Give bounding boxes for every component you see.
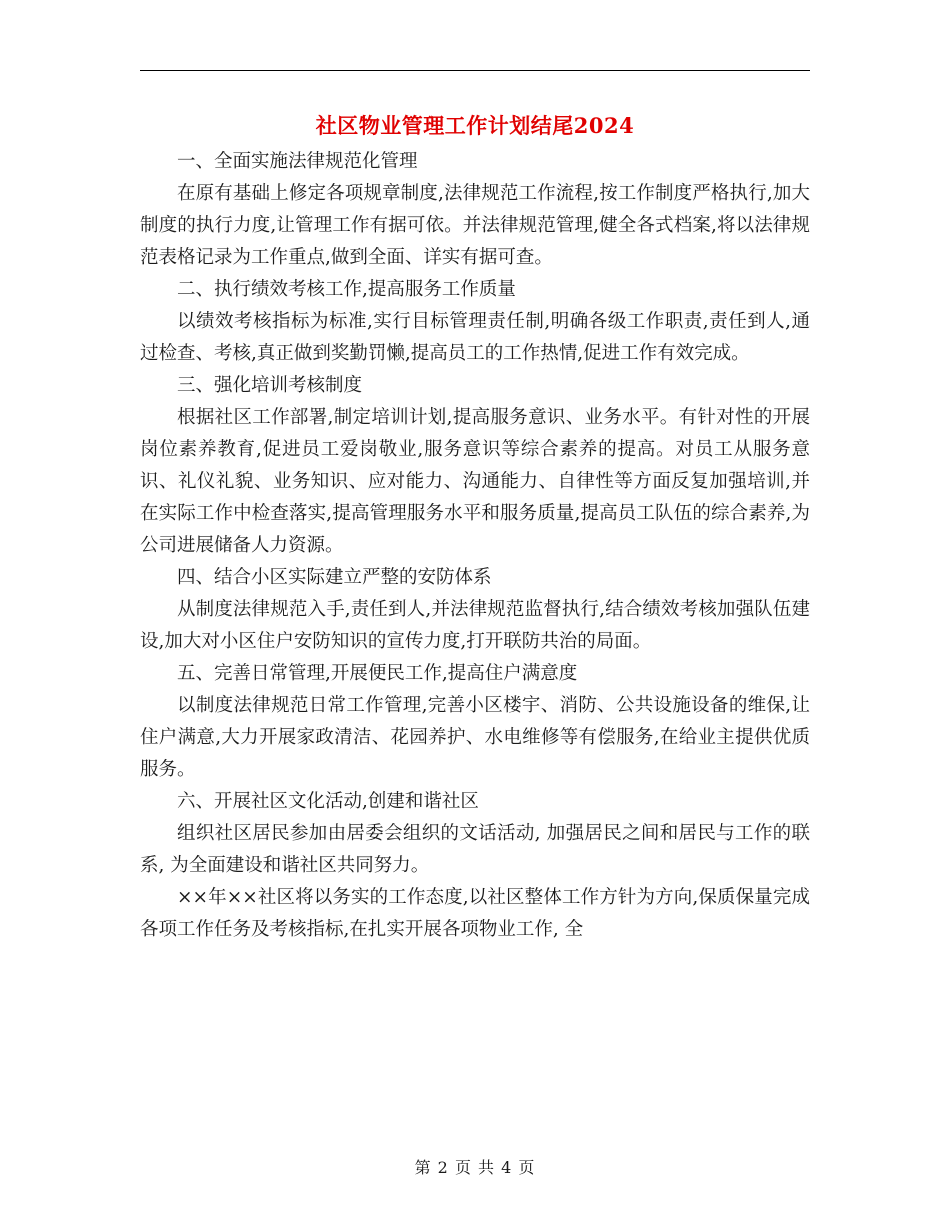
- paragraph-4: 从制度法律规范入手,责任到人,并法律规范监督执行,结合绩效考核加强队伍建设,加大对小区住户安防知识的宣传力度,打开联防共治的局面。: [140, 599, 810, 652]
- paragraph-7: ××年××社区将以务实的工作态度,以社区整体工作方针为方向,保质保量完成各项工作任务及考核指标,在扎实开展各项物业工作, 全: [140, 887, 810, 940]
- paragraph-3: 根据社区工作部署,制定培训计划,提高服务意识、业务水平。有针对性的开展岗位素养教育,促进员工爱岗敬业,服务意识等综合素养的提高。对员工从服务意识、礼仪礼貌、业务知识、应对能力、沟通能力、自律性等方面反复加强培训,并在实际工作中检查落实,提高管理服务水平和服务质量,提高员工队伍的综合素养,为公司进展储备人力资源。: [140, 407, 810, 556]
- section-heading-5: 五、完善日常管理,开展便民工作,提高住户满意度: [177, 663, 578, 684]
- section-heading-6: 六、开展社区文化活动,创建和谐社区: [177, 791, 479, 812]
- section-heading-2: 二、执行绩效考核工作,提高服务工作质量: [177, 279, 516, 300]
- page-number: 第 2 页 共 4 页: [414, 1158, 536, 1177]
- paragraph-5: 以制度法律规范日常工作管理,完善小区楼宇、消防、公共设施设备的维保,让住户满意,大力开展家政清洁、花园养护、水电维修等有偿服务,在给业主提供优质服务。: [140, 695, 810, 780]
- header-rule: [140, 70, 810, 71]
- paragraph-6: 组织社区居民参加由居委会组织的文话活动, 加强居民之间和居民与工作的联系, 为全面建设和谐社区共同努力。: [140, 823, 810, 876]
- document-title: 社区物业管理工作计划结尾2024: [315, 113, 635, 138]
- section-heading-1: 一、全面实施法律规范化管理: [177, 151, 418, 172]
- paragraph-1: 在原有基础上修定各项规章制度,法律规范工作流程,按工作制度严格执行,加大制度的执行力度,让管理工作有据可依。并法律规范管理,健全各式档案,将以法律规范表格记录为工作重点,做到全面、详实有据可查。: [140, 183, 810, 268]
- section-heading-3: 三、强化培训考核制度: [177, 375, 363, 396]
- paragraph-2: 以绩效考核指标为标准,实行目标管理责任制,明确各级工作职责,责任到人,通过检查、考核,真正做到奖勤罚懒,提高员工的工作热情,促进工作有效完成。: [140, 311, 810, 364]
- document-body: [140, 108, 810, 946]
- section-heading-4: 四、结合小区实际建立严整的安防体系: [177, 567, 492, 588]
